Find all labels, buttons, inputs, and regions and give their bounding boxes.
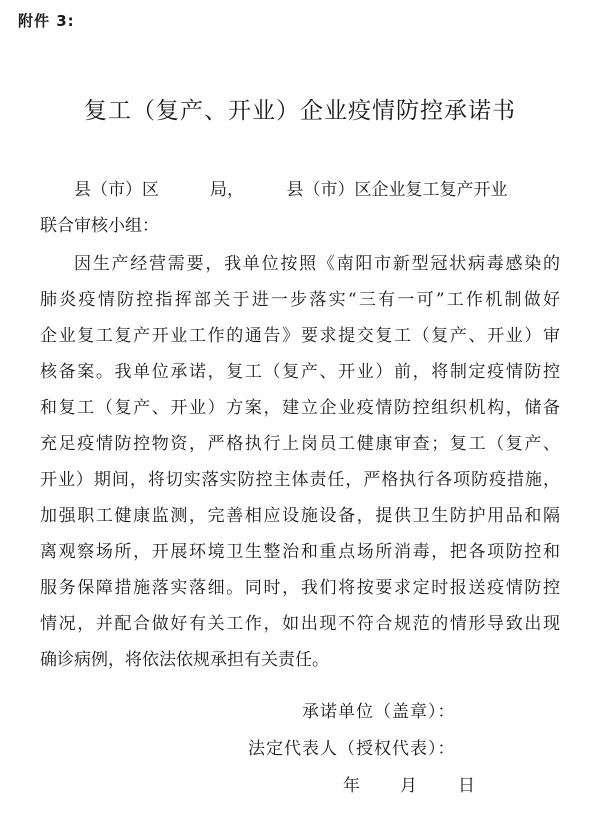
salutation-line-1: 县（市）区 局， 县（市）区企业复工复产开业 [74,180,508,200]
body-line: 充足疫情防控物资，严格执行上岗员工健康审查；复工（复产、 [40,434,560,454]
salutation-line-2: 联合审核小组： [40,216,159,236]
body-line: 和复工（复产、开业）方案，建立企业疫情防控组织机构，储备 [40,398,560,418]
body-line: 企业复工复产开业工作的通告》要求提交复工（复产、开业）审 [40,326,560,346]
body-line: 核备案。我单位承诺，复工（复产、开业）前，将制定疫情防控 [40,362,560,382]
document-title: 复工（复产、开业）企业疫情防控承诺书 [84,98,516,124]
attachment-label: 附件 3: [18,12,75,30]
date-day-label: 日 [458,776,476,796]
signature-unit-label: 承诺单位（盖章）： [302,702,456,722]
body-line: 离观察场所，开展环境卫生整治和重点场所消毒，把各项防控和 [40,542,560,562]
body-line: 开业）期间，将切实落实防控主体责任，严格执行各项防疫措施， [40,470,560,490]
date-year-label: 年 [343,776,361,796]
body-line: 情况，并配合做好有关工作，如出现不符合规范的情形导致出现 [40,614,560,634]
signature-representative-label: 法定代表人（授权代表）： [248,739,456,759]
body-line: 加强职工健康监测，完善相应设施设备，提供卫生防护用品和隔 [40,506,560,526]
body-line: 因生产经营需要，我单位按照《南阳市新型冠状病毒感染的 [74,254,560,274]
date-month-label: 月 [400,776,418,796]
body-line: 肺炎疫情防控指挥部关于进一步落实“三有一可”工作机制做好 [40,290,560,310]
body-line: 服务保障措施落实落细。同时，我们将按要求定时报送疫情防控 [40,578,560,598]
body-line: 确诊病例，将依法依规承担有关责任。 [40,650,329,670]
